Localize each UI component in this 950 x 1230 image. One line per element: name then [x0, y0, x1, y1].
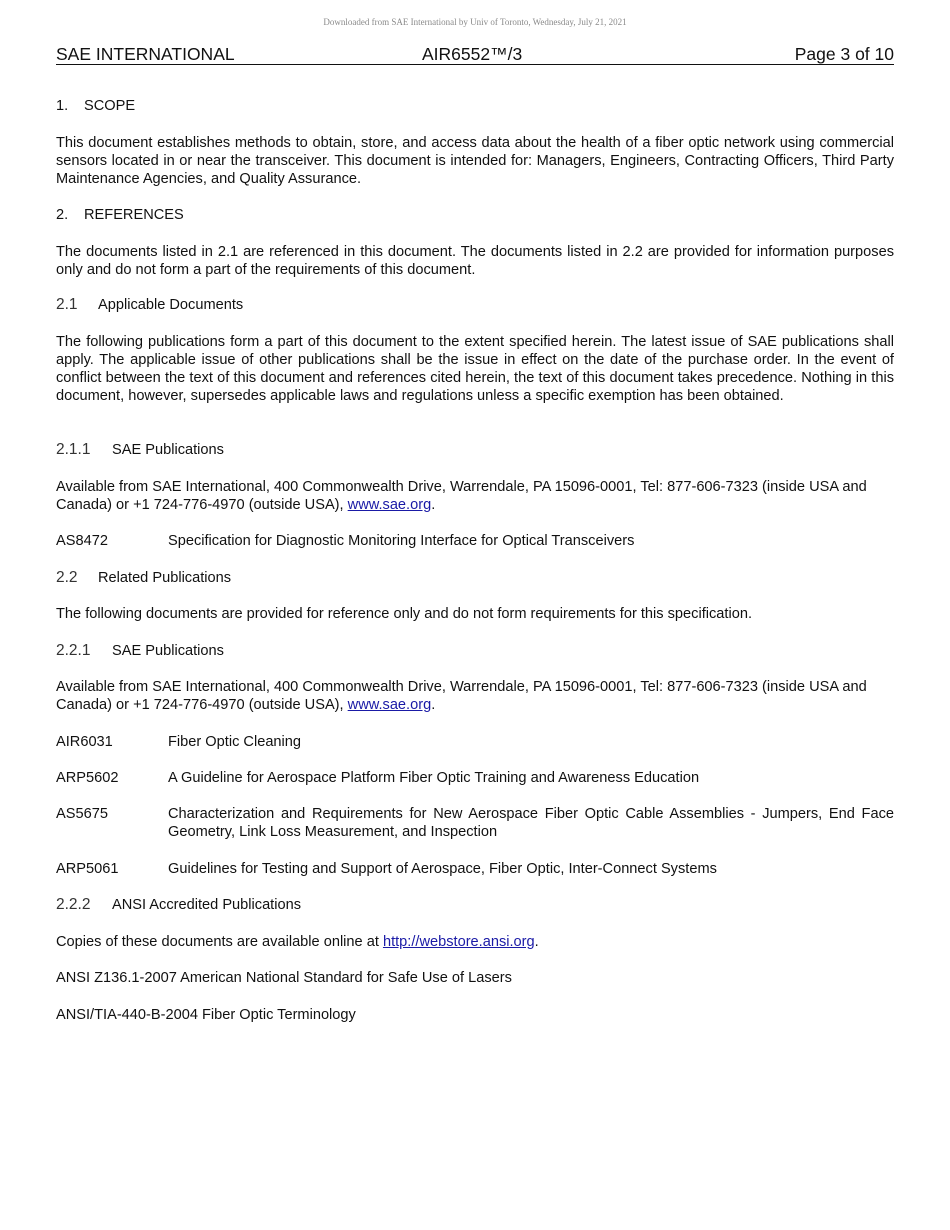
references-paragraph: The documents listed in 2.1 are referenced in this document. The documents listed in 2.2 are provided for information purposes only and do not form a part of the requirements of this document.: [56, 244, 894, 278]
page-header: [56, 44, 894, 65]
reference-title: A Guideline for Aerospace Platform Fiber Optic Training and Awareness Education: [168, 770, 700, 786]
reference-title: Guidelines for Testing and Support of Aerospace, Fiber Optic, Inter-Connect Systems: [168, 861, 717, 877]
period: .: [431, 697, 436, 713]
availability-text: Available from SAE International, 400 Commonwealth Drive, Warrendale, PA 15096-0001, Tel: 877-606-7323 (inside USA and Canada) or +1 724-776-4970 (outside USA),: [56, 679, 867, 713]
section-title: Related Publications: [98, 570, 232, 586]
section-2-2-2-heading: [56, 896, 894, 914]
reference-entry: [56, 769, 894, 787]
section-title: REFERENCES: [84, 207, 184, 223]
reference-entry: [56, 532, 894, 550]
header-page-number: Page 3 of 10: [794, 44, 894, 64]
period: .: [431, 497, 436, 513]
ansi-reference-entry: ANSI Z136.1-2007 American National Standard for Safe Use of Lasers: [56, 970, 512, 986]
header-document-number: AIR6552™/3: [422, 44, 523, 64]
availability-text: Available from SAE International, 400 Commonwealth Drive, Warrendale, PA 15096-0001, Tel: 877-606-7323 (inside USA and Canada) or +1 724-776-4970 (outside USA),: [56, 479, 867, 513]
section-1-heading: [56, 97, 894, 115]
section-2-2-heading: [56, 569, 894, 587]
section-number: 2.: [56, 207, 69, 223]
reference-title: Fiber Optic Cleaning: [168, 734, 302, 750]
reference-entry: [56, 860, 894, 878]
reference-code: AS5675: [56, 806, 108, 822]
sae-website-link[interactable]: www.sae.org: [347, 697, 432, 713]
section-title: SAE Publications: [112, 442, 224, 458]
ansi-webstore-link[interactable]: http://webstore.ansi.org: [382, 934, 535, 950]
section-number: 2.2: [56, 569, 78, 586]
section-2-1-1-heading: [56, 441, 894, 459]
download-watermark: Downloaded from SAE International by Univ of Toronto, Wednesday, July 21, 2021: [323, 17, 627, 27]
section-number: 2.2.1: [56, 642, 91, 659]
reference-code: AIR6031: [56, 734, 113, 750]
section-2-heading: [56, 206, 894, 224]
section-2-1-heading: [56, 296, 894, 314]
reference-code: ARP5602: [56, 770, 119, 786]
reference-title: Characterization and Requirements for New Aerospace Fiber Optic Cable Assemblies - Jumpers, End Face Geometry, Link Loss Measurement, and Inspection: [168, 806, 894, 840]
sae-availability-paragraph: [56, 478, 894, 514]
reference-title: Specification for Diagnostic Monitoring Interface for Optical Transceivers: [168, 533, 635, 549]
ansi-reference-entry: ANSI/TIA-440-B-2004 Fiber Optic Terminology: [56, 1007, 356, 1023]
header-organization: SAE INTERNATIONAL: [56, 44, 235, 64]
related-publications-paragraph: The following documents are provided for reference only and do not form requirements for this specification.: [56, 606, 752, 622]
applicable-documents-paragraph: The following publications form a part of this document to the extent specified herein. The latest issue of SAE publications shall apply. The applicable issue of other publications shall be the issue in effect on the date of the purchase order. In the event of conflict between the text of this document and references cited herein, the text of this document takes precedence. Nothing in this document, however, supersedes applicable laws and regulations unless a specific exemption has been obtained.: [56, 334, 894, 404]
reference-code: AS8472: [56, 533, 108, 549]
sae-website-link[interactable]: www.sae.org: [347, 497, 432, 513]
section-title: SAE Publications: [112, 643, 224, 659]
section-number: 2.1.1: [56, 441, 91, 458]
section-title: ANSI Accredited Publications: [112, 897, 302, 913]
section-number: 1.: [56, 98, 69, 114]
reference-entry: [56, 805, 894, 841]
period: .: [534, 934, 539, 950]
reference-entry: [56, 733, 894, 751]
section-number: 2.1: [56, 296, 78, 313]
section-title: Applicable Documents: [98, 297, 244, 313]
section-title: SCOPE: [84, 98, 136, 114]
section-2-2-1-heading: [56, 642, 894, 660]
reference-code: ARP5061: [56, 861, 119, 877]
ansi-availability-paragraph: [56, 933, 894, 951]
availability-text: Copies of these documents are available online at: [56, 934, 383, 950]
section-number: 2.2.2: [56, 896, 91, 913]
sae-availability-paragraph: [56, 678, 894, 714]
scope-paragraph: This document establishes methods to obtain, store, and access data about the health of a fiber optic network using commercial sensors located in or near the transceiver. This document is intended for: Managers, Engineers, Contracting Officers, Third Party Maintenance Agencies, and Quality Assurance.: [56, 135, 894, 187]
